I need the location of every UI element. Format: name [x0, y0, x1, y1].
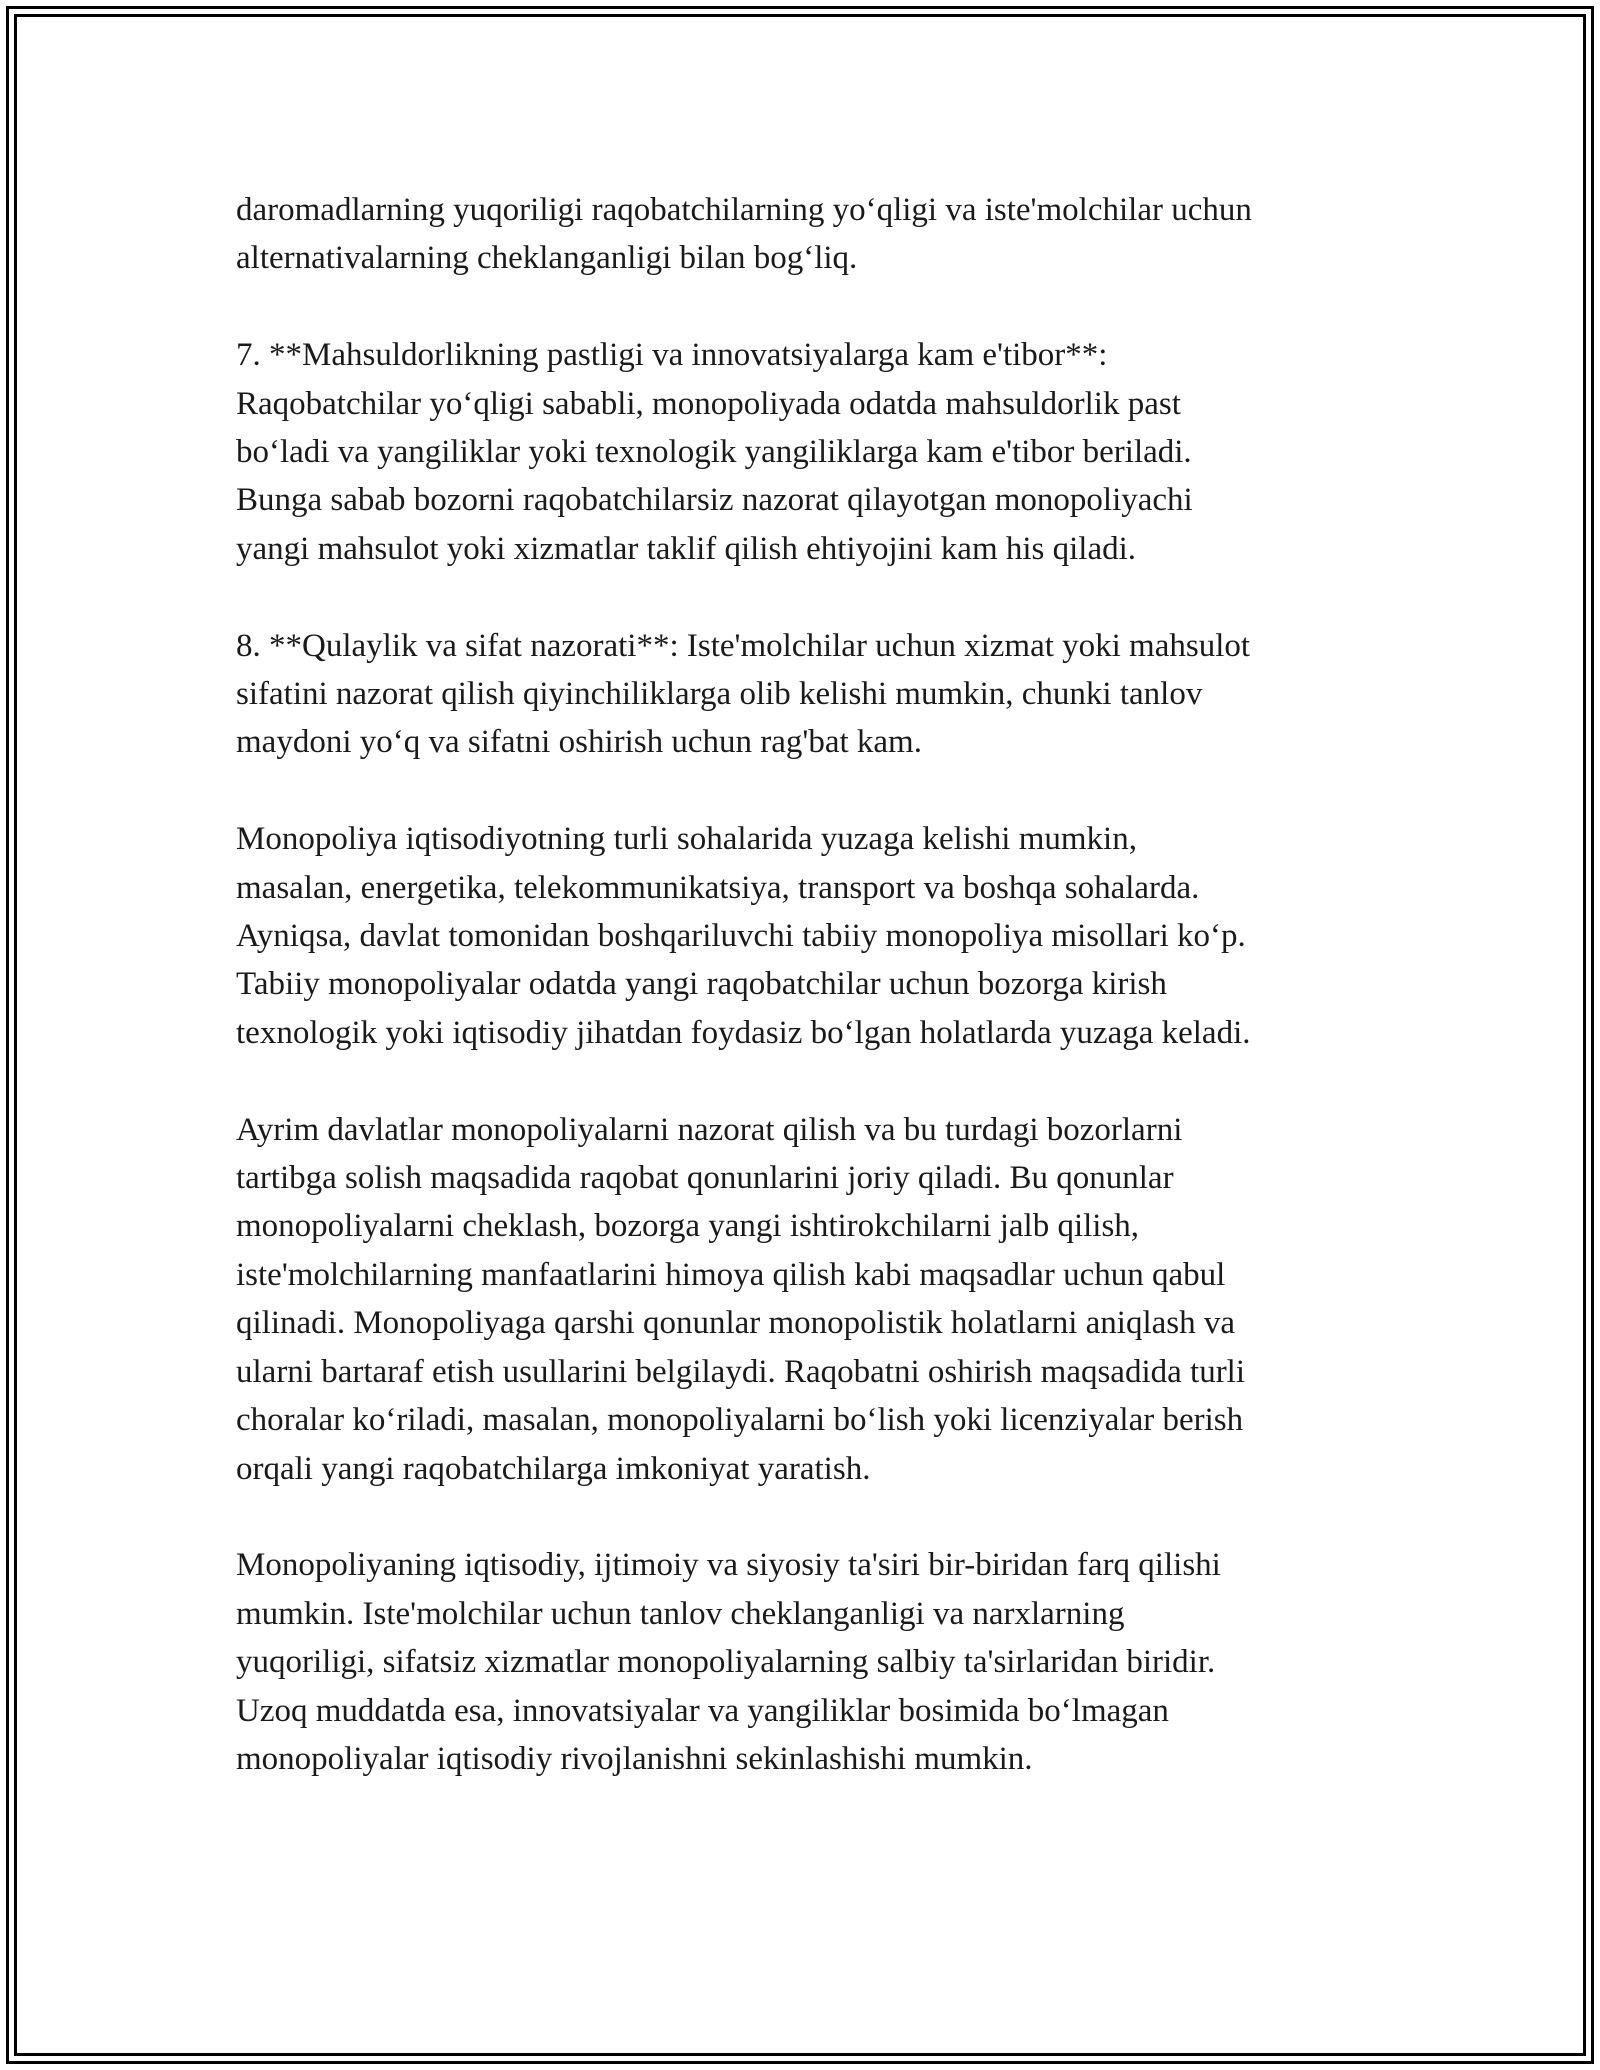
document-body [236, 186, 1406, 1832]
text-line: Uzoq muddatda esa, innovatsiyalar va yangiliklar bosimida boʻlmagan [236, 1692, 1169, 1729]
text-line: 8. **Qulaylik va sifat nazorati**: Iste'molchilar uchun xizmat yoki mahsulot [236, 627, 1251, 664]
text-line: monopoliyalarni cheklash, bozorga yangi ishtirokchilarni jalb qilish, [236, 1208, 1140, 1245]
text-line: Monopoliya iqtisodiyotning turli sohalarida yuzaga kelishi mumkin, [236, 821, 1137, 858]
paragraph-impact [236, 1541, 1406, 1783]
text-line: Ayrim davlatlar monopoliyalarni nazorat qilish va bu turdagi bozorlarni [236, 1111, 1183, 1148]
text-line: qilinadi. Monopoliyaga qarshi qonunlar monopolistik holatlarni aniqlash va [236, 1305, 1236, 1342]
text-line: Raqobatchilar yoʻqligi sababli, monopoliyada odatda mahsuldorlik past [236, 385, 1181, 422]
text-line: tartibga solish maqsadida raqobat qonunlarini joriy qiladi. Bu qonunlar [236, 1160, 1174, 1197]
paragraph-item-7 [236, 331, 1406, 573]
text-line: yuqoriligi, sifatsiz xizmatlar monopoliyalarning salbiy ta'sirlaridan biridir. [236, 1644, 1216, 1681]
text-line: iste'molchilarning manfaatlarini himoya qilish kabi maqsadlar uchun qabul [236, 1256, 1226, 1293]
text-line: sifatini nazorat qilish qiyinchiliklarga olib kelishi mumkin, chunki tanlov [236, 676, 1203, 713]
paragraph-sectors [236, 815, 1406, 1057]
text-line: choralar koʻriladi, masalan, monopoliyalarni boʻlish yoki licenziyalar berish [236, 1402, 1244, 1439]
text-line: orqali yangi raqobatchilarga imkoniyat yaratish. [236, 1450, 871, 1487]
text-line: mumkin. Iste'molchilar uchun tanlov cheklanganligi va narxlarning [236, 1595, 1125, 1632]
text-line: Ayniqsa, davlat tomonidan boshqariluvchi tabiiy monopoliya misollari koʻp. [236, 918, 1246, 955]
text-line: 7. **Mahsuldorlikning pastligi va innovatsiyalarga kam e'tibor**: [236, 337, 1108, 374]
paragraph-continuation [236, 186, 1406, 283]
text-line: texnologik yoki iqtisodiy jihatdan foydasiz boʻlgan holatlarda yuzaga keladi. [236, 1014, 1251, 1051]
text-line: ularni bartaraf etish usullarini belgilaydi. Raqobatni oshirish maqsadida turli [236, 1353, 1246, 1390]
text-line: Tabiiy monopoliyalar odatda yangi raqobatchilar uchun bozorga kirish [236, 966, 1167, 1003]
text-line: boʻladi va yangiliklar yoki texnologik yangiliklarga kam e'tibor beriladi. [236, 434, 1192, 471]
paragraph-item-8 [236, 622, 1406, 767]
text-line: monopoliyalar iqtisodiy rivojlanishni sekinlashishi mumkin. [236, 1740, 1033, 1777]
text-line: Monopoliyaning iqtisodiy, ijtimoiy va siyosiy ta'siri bir-biridan farq qilishi [236, 1547, 1221, 1584]
text-line: masalan, energetika, telekommunikatsiya, transport va boshqa sohalarda. [236, 869, 1200, 906]
paragraph-regulation [236, 1106, 1406, 1493]
text-line: yangi mahsulot yoki xizmatlar taklif qilish ehtiyojini kam his qiladi. [236, 530, 1137, 567]
text-line: maydoni yoʻq va sifatni oshirish uchun rag'bat kam. [236, 724, 922, 761]
text-line: daromadlarning yuqoriligi raqobatchilarning yoʻqligi va iste'molchilar uchun [236, 192, 1252, 228]
text-line: Bunga sabab bozorni raqobatchilarsiz nazorat qilayotgan monopoliyachi [236, 482, 1193, 519]
text-line: alternativalarning cheklanganligi bilan bogʻliq. [236, 240, 858, 277]
